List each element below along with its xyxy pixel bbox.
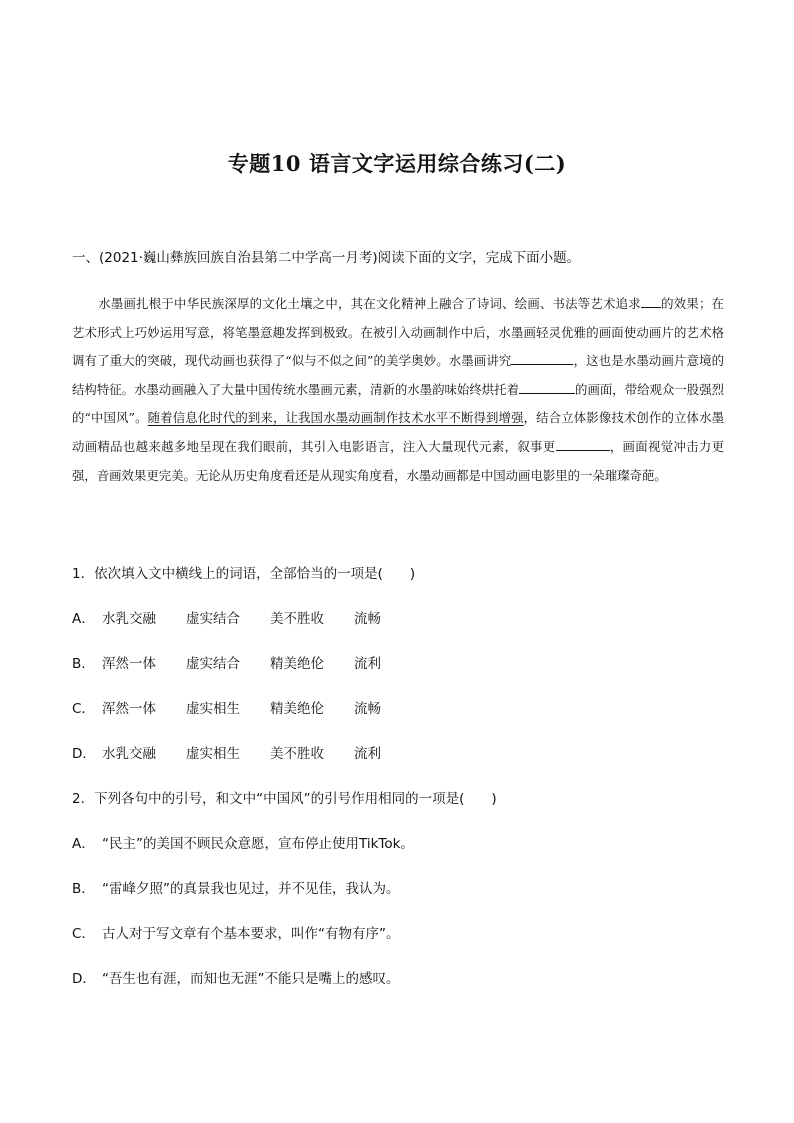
option-word: 流利: [354, 656, 381, 672]
option-word: 流利: [354, 746, 381, 762]
option-text: “雷峰夕照”的真景我也见过，并不见佳，我认为。: [102, 881, 400, 897]
option-word: 虚实结合: [186, 611, 240, 627]
question-2-option-a: [72, 832, 414, 852]
option-word: 虚实相生: [186, 701, 240, 717]
section-heading: 一、(2021·巍山彝族回族自治县第二中学高一月考)阅读下面的文字，完成下面小题。: [72, 250, 581, 266]
question-2-option-c: [72, 922, 400, 942]
passage-text-3: ，这也是水墨动画片意境的结构特征。水墨动画融入了大量中国传统水墨画元素，清新的水墨韵味始终烘托着: [72, 353, 725, 397]
question-1-option-c: [72, 697, 438, 717]
option-word: 水乳交融: [102, 746, 156, 762]
question-2-option-d: [72, 967, 400, 987]
fill-blank-3: [519, 381, 575, 394]
option-letter: C．: [72, 701, 95, 717]
option-word: 流畅: [354, 701, 381, 717]
option-word: 虚实相生: [186, 746, 240, 762]
option-text: 古人对于写文章有个基本要求，叫作“有物有序”。: [102, 926, 400, 942]
option-word: 美不胜收: [270, 746, 324, 762]
question-1-stem: 1．依次填入文中横线上的词语，全部恰当的一项是( ): [72, 566, 416, 582]
option-letter: D．: [72, 971, 96, 987]
question-1-option-b: [72, 652, 438, 672]
option-word: 浑然一体: [102, 656, 156, 672]
option-letter: A．: [72, 836, 95, 852]
passage-text-6: ，结合立体影像技术创作的立体水墨动画精品也越来越多地呈现在我们眼前，其引入电影语言，注入大量现代元素，叙事更: [72, 410, 725, 454]
option-word: 虚实结合: [186, 656, 240, 672]
question-1-option-a: [72, 607, 438, 627]
passage-text-7: ，画面视觉冲击力更强，音画效果更完美。无论从历史角度看还是从现实角度看，水墨动画都是中国动画电影里的一朵璀璨奇葩。: [72, 438, 725, 483]
option-letter: C．: [72, 926, 95, 942]
fill-blank-2: [511, 352, 573, 365]
reading-passage: [72, 290, 724, 490]
option-word: 水乳交融: [102, 611, 156, 627]
option-text: “民主”的美国不顾民众意愿，宣布停止使用TikTok。: [102, 836, 414, 852]
underlined-sentence: 随着信息化时代的到来，让我国水墨动画制作技术水平不断得到增强: [147, 410, 524, 426]
question-2-option-b: [72, 877, 400, 897]
option-text: “吾生也有涯，而知也无涯”不能只是嘴上的感叹。: [102, 971, 400, 987]
option-word: 浑然一体: [102, 701, 156, 717]
question-2-stem: 2．下列各句中的引号，和文中“中国风”的引号作用相同的一项是( ): [72, 791, 497, 807]
option-letter: A．: [72, 611, 95, 627]
option-word: 精美绝伦: [270, 701, 324, 717]
option-letter: B．: [72, 881, 95, 897]
fill-blank-1: [641, 295, 661, 308]
question-1-option-d: [72, 742, 438, 762]
option-letter: D．: [72, 746, 96, 762]
option-letter: B．: [72, 656, 95, 672]
option-word: 美不胜收: [270, 611, 324, 627]
page-title: 专题10 语言文字运用综合练习(二): [227, 151, 567, 176]
option-word: 精美绝伦: [270, 656, 324, 672]
passage-text-4: 的画面，带给观众一股强烈的“中国风”。: [72, 381, 725, 426]
option-word: 流畅: [354, 611, 381, 627]
fill-blank-4: [556, 438, 610, 451]
passage-text-1: 水墨画扎根于中华民族深厚的文化土壤之中，其在文化精神上融合了诗词、绘画、书法等艺术追求: [98, 296, 641, 311]
passage-text-2: 的效果；在艺术形式上巧妙运用写意，将笔墨意趣发挥到极致。在被引入动画制作中后，水墨画轻灵优雅的画面使动画片的艺术格调有了重大的突破，现代动画也获得了“似与不似之间”的美学奥妙。水墨画讲究: [72, 296, 725, 369]
